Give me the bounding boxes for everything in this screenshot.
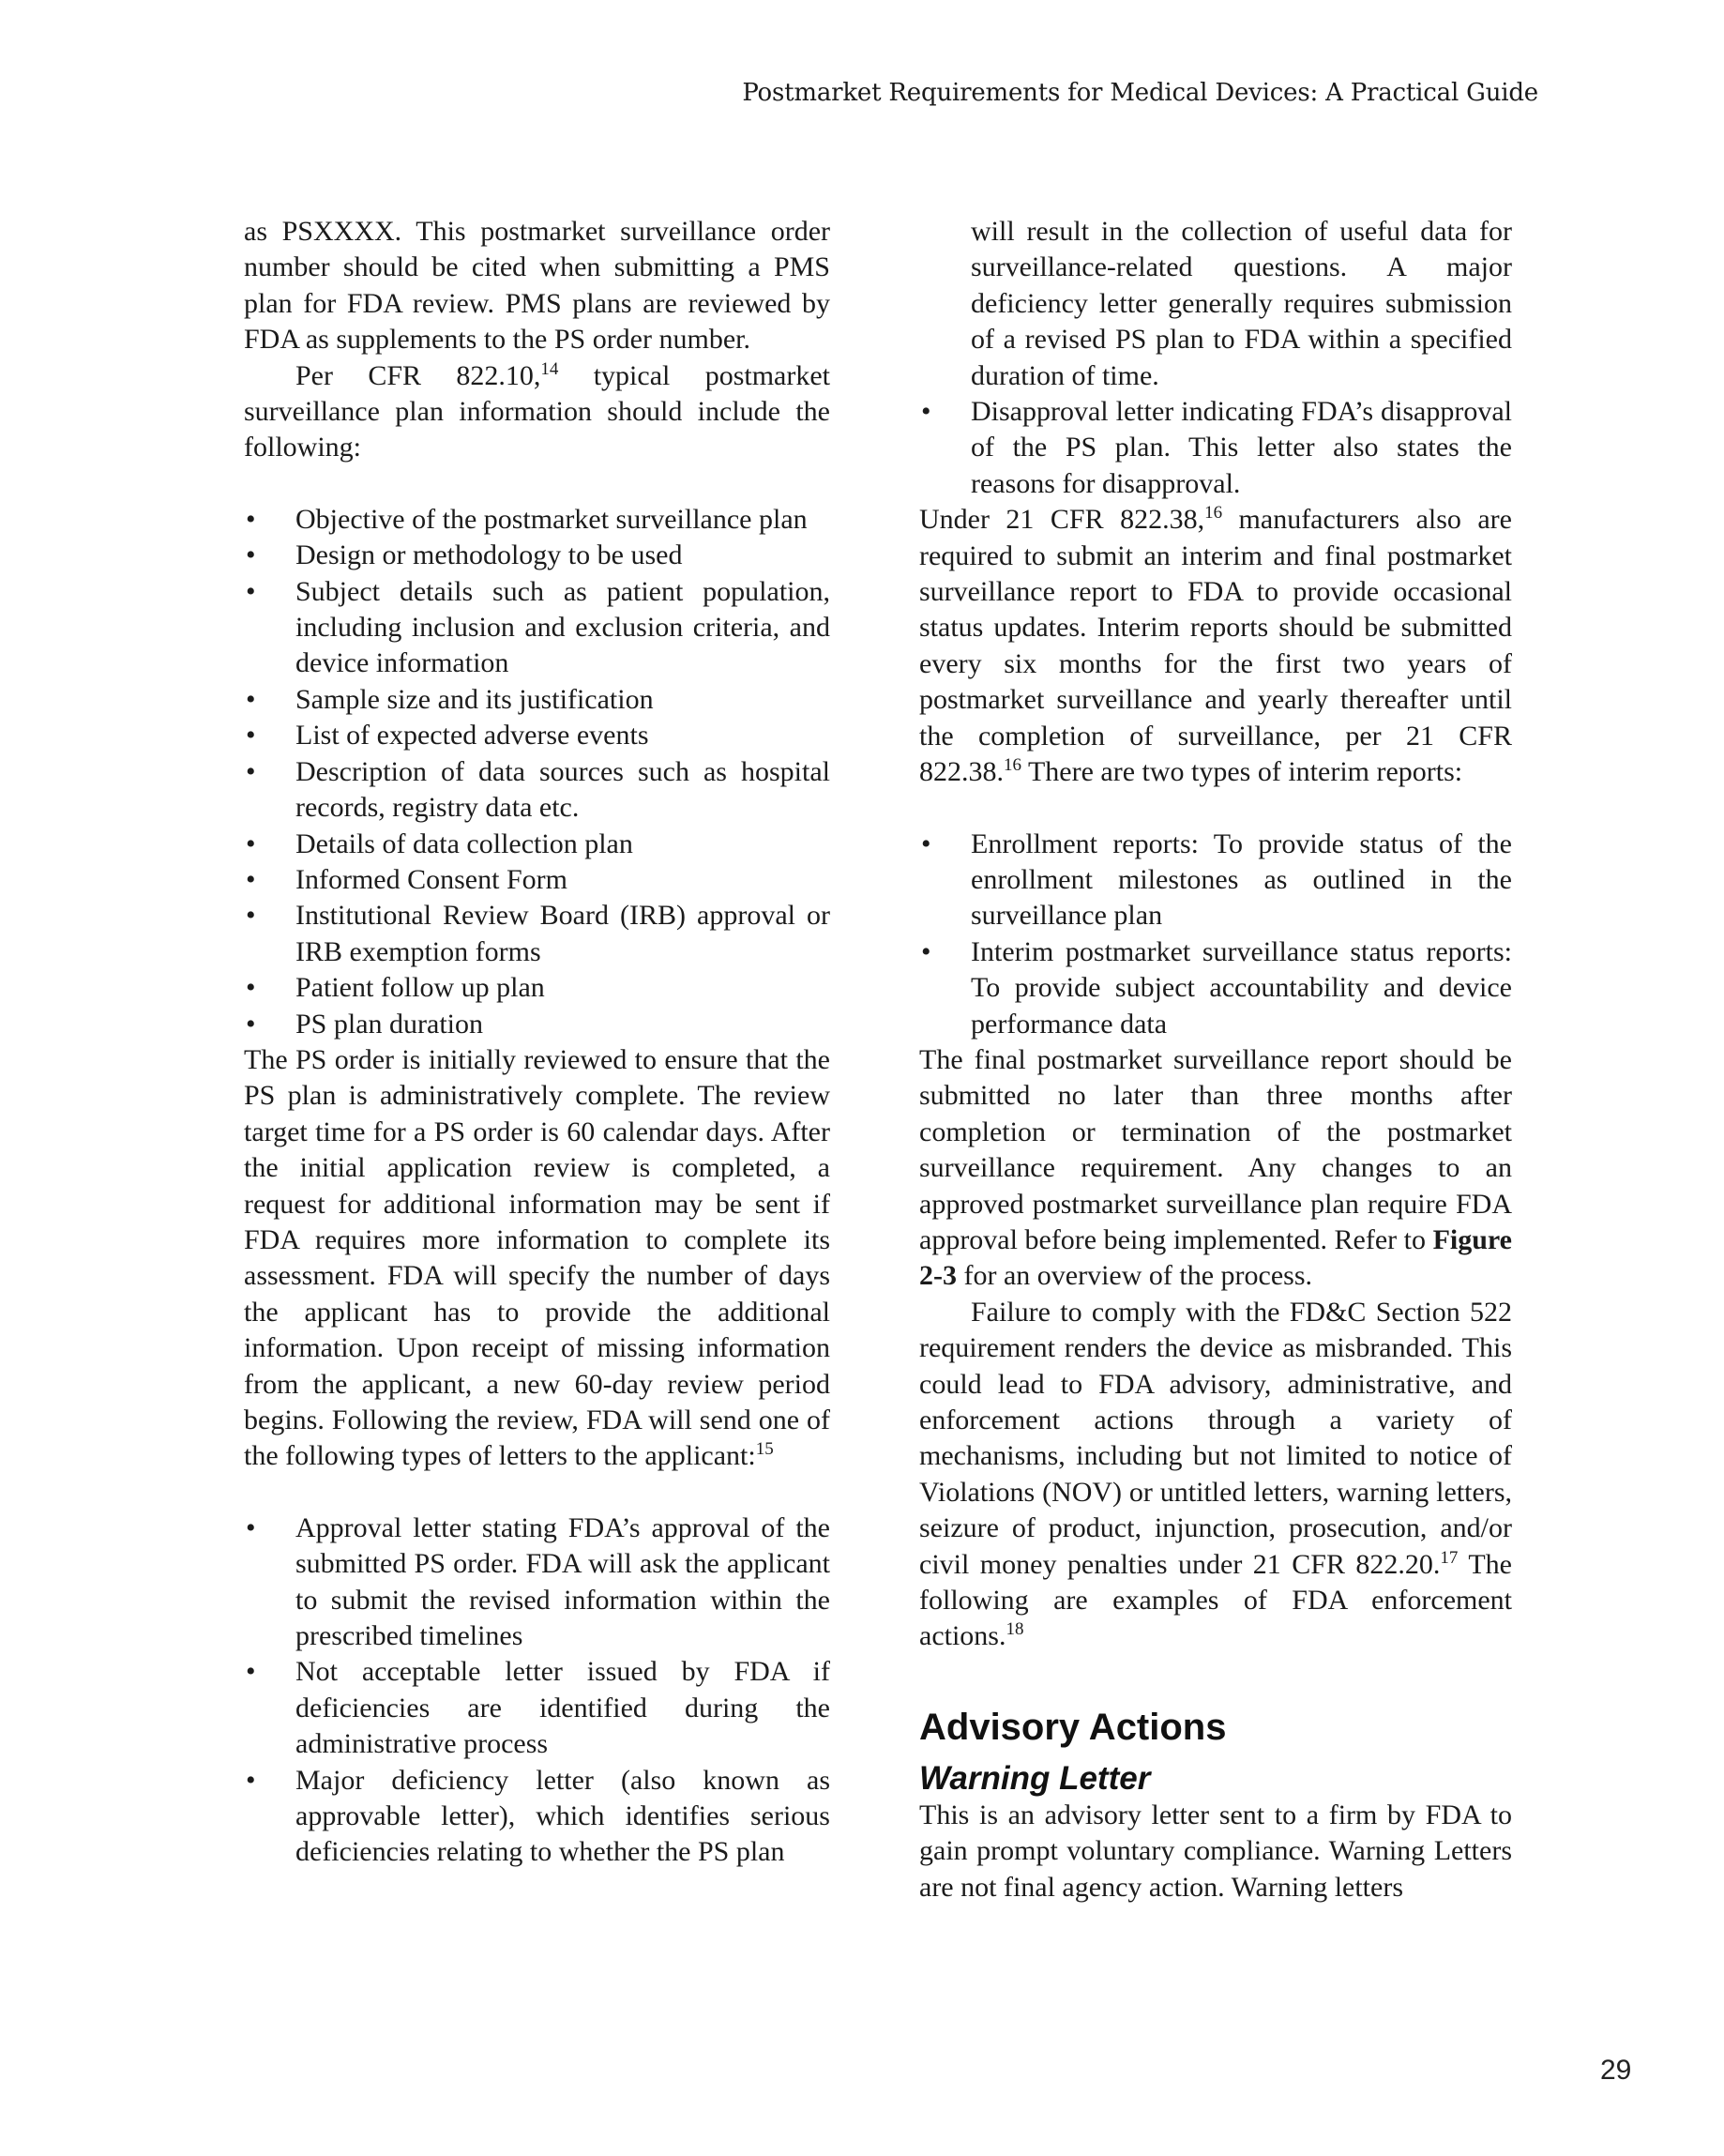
bullet-continuation-paragraph: will result in the collection of useful data for surveillance-related questions. A major deficiency letter generally requires submission of a revised PS plan to FDA within a specified duration of time. <box>971 216 1512 391</box>
bullet-item: • Informed Consent Form <box>244 862 830 898</box>
left-column <box>244 214 830 1871</box>
paragraph-ps-order-number: as PSXXXX. This postmarket surveillance order number should be cited when submitting a PMS plan for FDA review. PMS plans are reviewed by FDA as supplements to the PS order number. <box>244 216 830 356</box>
bullet-item: • Objective of the postmarket surveillance plan <box>244 502 830 538</box>
bullet-item: • Approval letter stating FDA’s approval of the submitted PS order. FDA will ask the applicant to submit the revised information within the prescribed timelines <box>244 1511 830 1655</box>
running-title: Postmarket Requirements for Medical Devices: A Practical Guide <box>742 79 1538 107</box>
bullet-item: • Interim postmarket surveillance status reports: To provide subject accountability and device performance data <box>919 934 1512 1042</box>
paragraph-warning-letter: This is an advisory letter sent to a firm by FDA to gain prompt voluntary compliance. Warning Letters are not final agency action. Warning letters <box>919 1799 1512 1903</box>
paragraph-per-cfr: Per CFR 822.10,14 typical postmarket surveillance plan information should include the following: <box>244 358 830 463</box>
bullet-item: • Not acceptable letter issued by FDA if deficiencies are identified during the administrative process <box>244 1654 830 1762</box>
bullet-list-plan-contents <box>244 502 830 1042</box>
bullet-item: • List of expected adverse events <box>244 718 830 753</box>
paragraph-ps-order-review: The PS order is initially reviewed to ensure that the PS plan is administratively complete. The review target time for a PS order is 60 calendar days. After the initial application review is completed, a request for additional information may be sent if FDA requires more information to complete its assessment. FDA will specify the number of days the applicant has to provide the additional information. Upon receipt of missing information from the applicant, a new 60-day review period begins. Following the review, FDA will send one of the following types of letters to the applicant:$^{15}$ <box>244 1043 830 1472</box>
paragraph-interim-reports: Under 21 CFR 822.38,16 manufacturers also are required to submit an interim and final postmarket surveillance report to FDA to provide occasional status updates. Interim reports should be submitted every six months for the first two years of postmarket surveillance and yearly thereafter until the completion of surveillance, per 21 CFR 822.38.16 There are two types of interim reports: <box>919 503 1512 788</box>
bullet-item: • Description of data sources such as hospital records, registry data etc. <box>244 754 830 827</box>
bullet-item: • Details of data collection plan <box>244 827 830 862</box>
paragraph-final-report: The final postmarket surveillance report should be submitted no later than three months after completion or termination of the postmarket surveillance requirement. Any changes to an approved postmarket surveillance plan require FDA approval before being implemented. Refer to Figure 2-3 for an overview of the process. <box>919 1043 1512 1292</box>
paragraph-failure-to-comply: Failure to comply with the FD&C Section 522 requirement renders the device as misbranded. This could lead to FDA advisory, administrative, and enforcement actions through a variety of mechanisms, including but not limited to notice of Violations (NOV) or untitled letters, warning letters, seizure of product, injunction, prosecution, and/or civil money penalties under 21 CFR 822.20.17 The following are examples of FDA enforcement actions.$^{18}$ <box>919 1296 1512 1652</box>
bullet-item: • Major deficiency letter (also known as approvable letter), which identifies serious deficiencies relating to whether the PS plan <box>244 1763 830 1871</box>
subsection-heading-warning-letter: Warning Letter <box>919 1759 1151 1797</box>
right-column <box>919 214 1512 1905</box>
bullet-item: • Subject details such as patient population, including inclusion and exclusion criteria, and device information <box>244 574 830 682</box>
bullet-list-interim-report-types <box>919 827 1512 1042</box>
bullet-item: • Patient follow up plan <box>244 970 830 1006</box>
bullet-item: • Sample size and its justification <box>244 682 830 718</box>
bullet-list-disapproval <box>919 394 1512 502</box>
bullet-list-letter-types <box>244 1511 830 1871</box>
bullet-item: • PS plan duration <box>244 1007 830 1042</box>
bullet-item: • Enrollment reports: To provide status of the enrollment milestones as outlined in the surveillance plan <box>919 827 1512 934</box>
page-number: 29 <box>1600 2055 1632 2086</box>
bullet-item: • Design or methodology to be used <box>244 538 830 573</box>
bullet-item: • Institutional Review Board (IRB) approval or IRB exemption forms <box>244 898 830 970</box>
bullet-item: • Disapproval letter indicating FDA’s disapproval of the PS plan. This letter also states the reasons for disapproval. <box>919 394 1512 502</box>
section-heading-advisory-actions: Advisory Actions <box>919 1706 1227 1748</box>
